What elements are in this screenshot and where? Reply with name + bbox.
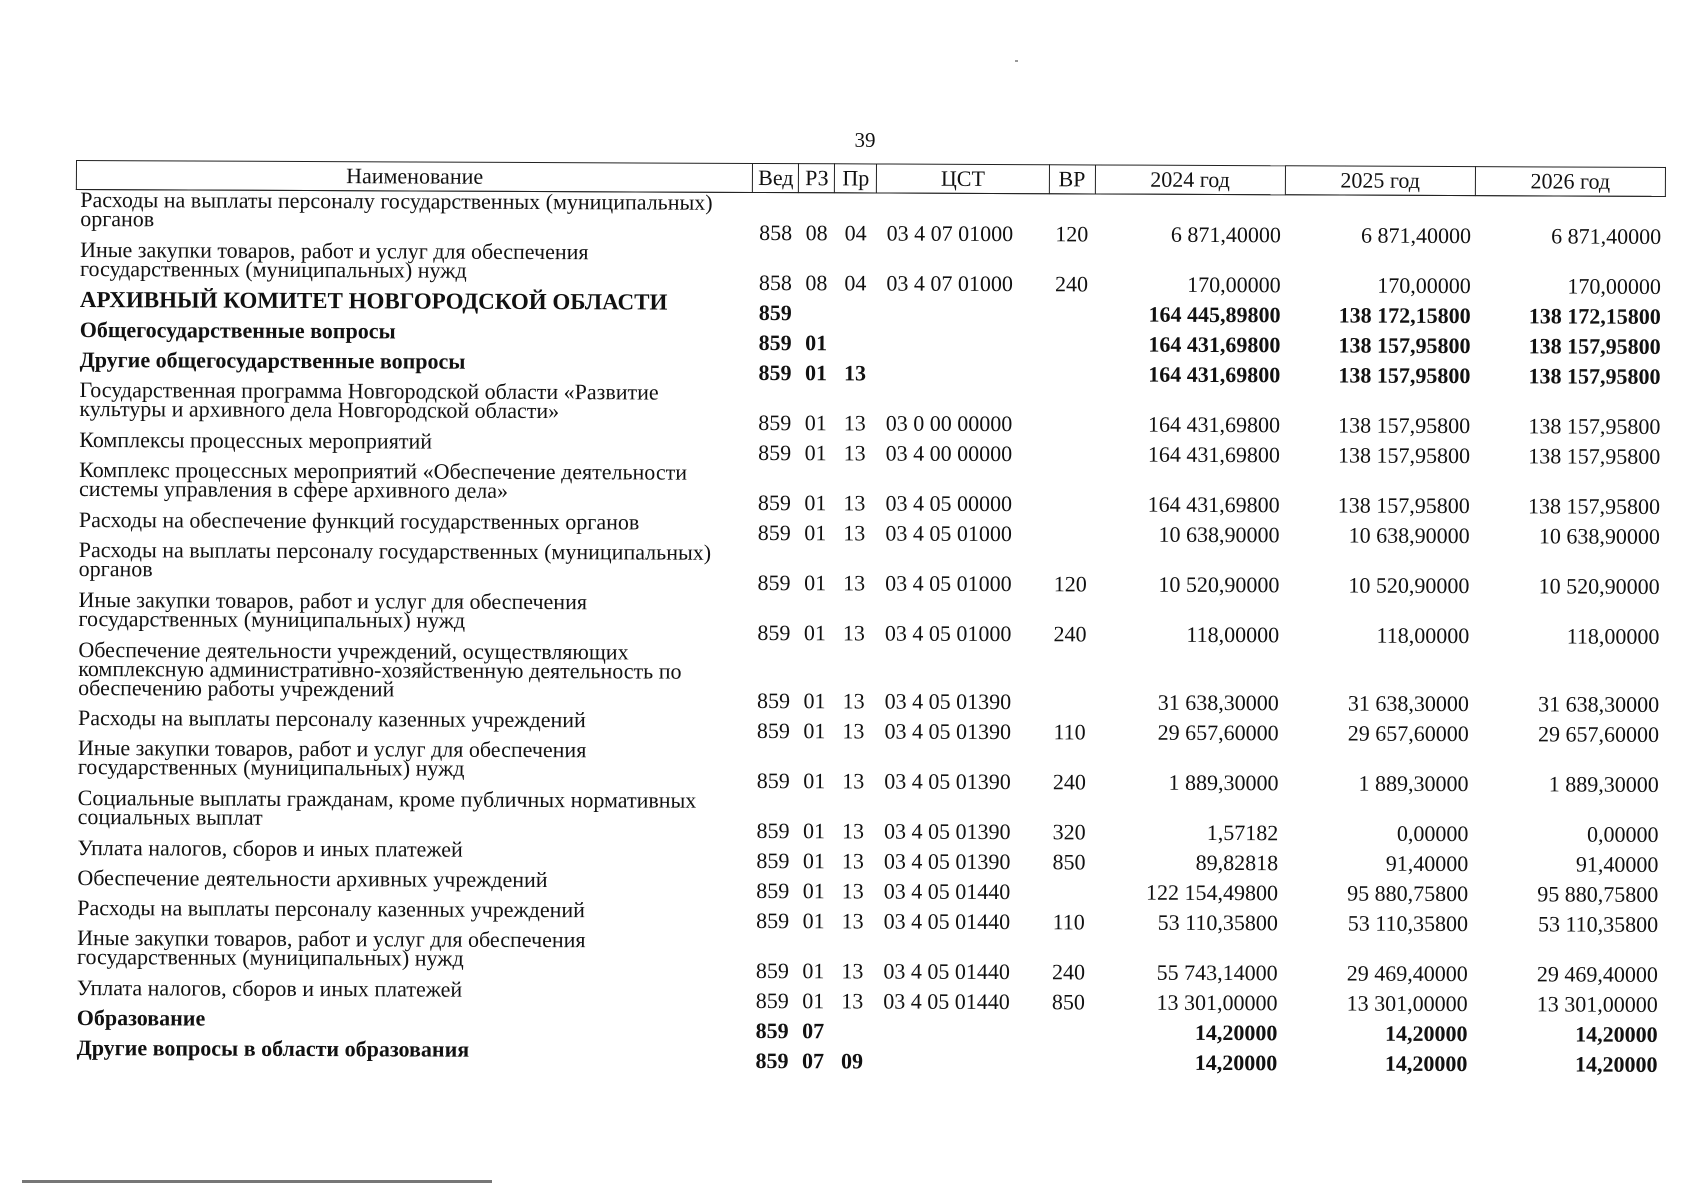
cell-rz: 01	[804, 360, 828, 386]
cell-rz: 01	[804, 410, 827, 436]
header-rz: РЗ	[799, 164, 835, 193]
cell-name: Комплекс процессных мероприятий «Обеспечение деятельности системы управления в сфере архивного дела»	[79, 457, 688, 503]
cell-pr: 13	[843, 360, 867, 386]
cell-name: Обеспечение деятельности архивных учреждений	[77, 865, 548, 893]
cell-rz: 01	[803, 688, 826, 714]
cell-vr	[1047, 644, 1093, 712]
cell-cst	[876, 353, 1048, 384]
cell-y2025: 138 157,95800	[1338, 332, 1471, 359]
cell-y2026: 138 157,95800	[1528, 413, 1661, 439]
cell-y2024: 14,20000	[1194, 1049, 1278, 1076]
cell-y2025: 29 469,40000	[1346, 960, 1468, 987]
cell-vr: 110	[1053, 719, 1086, 745]
cell-y2026: 29 469,40000	[1536, 961, 1659, 987]
budget-table	[72, 160, 1666, 1075]
cell-rz: 01	[804, 570, 827, 596]
cell-vr: 240	[1054, 271, 1089, 297]
cell-vr	[1048, 384, 1094, 434]
cell-y2026: 138 157,95800	[1528, 333, 1661, 359]
cell-ved: 859	[757, 489, 791, 516]
cell-name: Обеспечение деятельности учреждений, осуществляющих комплексную административно-хозяйственную деятельность по обеспечению работы учреждений	[78, 637, 682, 702]
cell-ved: 859	[756, 767, 790, 794]
cell-y2026: 31 638,30000	[1538, 691, 1660, 717]
cell-y2026: 0,00000	[1587, 821, 1659, 847]
cell-rz: 01	[802, 908, 825, 934]
cell-y2025: 138 172,15800	[1338, 302, 1471, 329]
cell-vr: 240	[1052, 769, 1086, 795]
cell-ved: 859	[758, 439, 792, 466]
cell-ved: 858	[758, 269, 792, 296]
cell-vr: 320	[1052, 819, 1086, 845]
cell-y2024: 164 431,69800	[1147, 441, 1280, 468]
cell-name: Уплата налогов, сборов и иных платежей	[76, 975, 463, 1002]
cell-y2024: 164 431,69800	[1148, 331, 1281, 358]
cell-name: Общегосударственные вопросы	[79, 317, 396, 344]
cell-pr: 13	[841, 818, 865, 844]
scan-speck	[1015, 60, 1018, 62]
cell-cst: 03 4 05 00000	[885, 490, 1013, 517]
cell-vr	[1045, 1012, 1091, 1042]
cell-pr: 13	[842, 768, 865, 794]
cell-vr	[1048, 434, 1094, 464]
cell-y2024: 118,00000	[1186, 621, 1280, 648]
cell-pr: 13	[843, 570, 866, 596]
cell-pr: 13	[841, 878, 864, 904]
cell-vr	[1046, 872, 1092, 902]
cell-y2025: 29 657,60000	[1347, 720, 1469, 747]
cell-name: Другие вопросы в области образования	[76, 1035, 470, 1062]
header-vr: ВР	[1049, 165, 1095, 194]
budget-sheet	[72, 160, 1666, 1075]
cell-name: Расходы на выплаты персоналу казенных учреждений	[78, 705, 586, 733]
cell-cst	[873, 1041, 1045, 1072]
cell-y2024: 170,00000	[1187, 271, 1281, 298]
cell-cst: 03 4 05 01390	[883, 818, 1011, 845]
header-2024: 2024 год	[1095, 165, 1285, 195]
cell-pr: 13	[842, 620, 865, 646]
cell-y2024: 10 520,90000	[1158, 571, 1280, 598]
cell-ved: 859	[755, 1017, 789, 1044]
cell-pr	[831, 1011, 873, 1041]
cell-ved: 859	[756, 817, 790, 844]
cell-y2026: 170,00000	[1567, 273, 1662, 299]
cell-name: Расходы на выплаты персоналу государственных (муниципальных) органов	[78, 537, 712, 582]
cell-y2025: 118,00000	[1376, 622, 1470, 649]
cell-name: Иные закупки товаров, работ и услуг для обеспечения государственных (муниципальных) нужд	[77, 735, 587, 781]
cell-y2026: 138 157,95800	[1528, 443, 1661, 469]
header-name: Наименование	[76, 161, 753, 193]
cell-y2025: 138 157,95800	[1337, 442, 1471, 469]
cell-vr: 850	[1051, 989, 1085, 1015]
cell-y2025: 1 889,30000	[1358, 770, 1469, 797]
cell-y2025: 53 110,35800	[1347, 910, 1469, 937]
cell-pr: 13	[841, 988, 864, 1014]
cell-y2024: 164 431,69800	[1147, 411, 1281, 438]
cell-cst: 03 4 05 01440	[883, 988, 1010, 1015]
cell-y2025: 138 157,95800	[1337, 492, 1470, 519]
cell-rz: 01	[803, 620, 826, 646]
cell-y2024: 55 743,14000	[1156, 959, 1278, 986]
cell-y2026: 13 301,00000	[1536, 991, 1658, 1017]
cell-name: АРХИВНЫЙ КОМИТЕТ НОВГОРОДСКОЙ ОБЛАСТИ	[79, 287, 668, 315]
cell-y2025: 138 157,95800	[1338, 362, 1471, 389]
cell-y2026: 91,40000	[1575, 851, 1659, 877]
cell-y2025: 13 301,00000	[1346, 990, 1468, 1017]
cell-pr: 13	[841, 848, 864, 874]
cell-rz: 08	[805, 220, 828, 246]
cell-cst: 03 4 05 01440	[883, 958, 1010, 985]
cell-name: Образование	[76, 1005, 206, 1031]
cell-cst: 03 4 05 01440	[883, 908, 1011, 935]
cell-rz	[798, 293, 834, 323]
cell-y2024: 1 889,30000	[1168, 769, 1279, 796]
cell-y2025: 138 157,95800	[1338, 412, 1471, 439]
cell-pr: 13	[843, 520, 866, 546]
cell-y2026: 10 520,90000	[1538, 573, 1660, 599]
cell-ved: 859	[757, 519, 791, 546]
cell-y2025: 95 880,75800	[1347, 880, 1469, 907]
cell-y2025: 170,00000	[1377, 272, 1471, 299]
cell-name: Иные закупки товаров, работ и услуг для обеспечения государственных (муниципальных) нужд	[76, 925, 586, 971]
cell-y2026: 138 157,95800	[1528, 363, 1661, 389]
cell-vr	[1047, 514, 1093, 544]
cell-rz: 01	[802, 848, 825, 874]
cell-pr: 04	[844, 270, 867, 296]
cell-y2025: 6 871,40000	[1360, 222, 1472, 249]
cell-ved: 859	[756, 907, 790, 934]
cell-cst: 03 0 00 00000	[885, 410, 1013, 437]
cell-ved: 858	[759, 219, 793, 246]
cell-y2024: 89,82818	[1195, 849, 1279, 876]
cell-name: Иные закупки товаров, работ и услуг для обеспечения государственных (муниципальных) нужд	[79, 237, 589, 283]
cell-y2025: 31 638,30000	[1347, 690, 1469, 717]
cell-rz: 01	[802, 988, 825, 1014]
header-2026: 2026 год	[1475, 167, 1665, 197]
cell-cst: 03 4 05 01440	[883, 878, 1011, 905]
cell-y2026: 6 871,40000	[1551, 223, 1662, 249]
cell-y2026: 53 110,35800	[1537, 911, 1659, 937]
cell-vr: 110	[1052, 909, 1085, 935]
cell-ved: 859	[758, 359, 792, 386]
table-body	[73, 187, 1666, 1077]
cell-rz: 07	[801, 1048, 825, 1074]
cell-cst	[876, 323, 1048, 354]
cell-cst: 03 4 05 01390	[883, 848, 1011, 875]
cell-y2025: 91,40000	[1385, 850, 1469, 877]
cell-ved: 859	[757, 619, 791, 646]
cell-y2024: 164 445,89800	[1148, 301, 1281, 328]
cell-ved: 859	[755, 987, 789, 1014]
cell-ved: 859	[758, 329, 792, 356]
header-ved: Вед	[753, 163, 799, 192]
header-cst: ЦСТ	[877, 164, 1049, 194]
cell-ved: 859	[756, 717, 790, 744]
cell-y2026: 14,20000	[1575, 1051, 1658, 1077]
cell-cst	[876, 293, 1048, 324]
cell-y2024: 14,20000	[1194, 1019, 1278, 1046]
cell-rz: 01	[802, 878, 825, 904]
cell-cst: 03 4 07 01000	[886, 270, 1013, 297]
cell-rz: 01	[804, 520, 827, 546]
cell-name: Социальные выплаты гражданам, кроме публичных нормативных социальных выплат	[77, 785, 697, 830]
cell-cst	[873, 1011, 1045, 1042]
cell-name: Уплата налогов, сборов и иных платежей	[77, 835, 463, 862]
table-row	[74, 640, 1663, 715]
cell-vr: 120	[1053, 571, 1087, 597]
cell-pr: 13	[842, 718, 865, 744]
scan-artifact-line	[22, 1180, 492, 1183]
cell-pr: 13	[843, 410, 866, 436]
cell-cst: 03 4 05 01390	[884, 688, 1012, 715]
cell-y2025: 14,20000	[1384, 1050, 1468, 1077]
cell-ved: 859	[758, 299, 792, 326]
cell-name: Иные закупки товаров, работ и услуг для обеспечения государственных (муниципальных) нужд	[78, 587, 588, 633]
cell-y2024: 53 110,35800	[1157, 909, 1278, 936]
cell-ved: 859	[757, 687, 791, 714]
cell-cst: 03 4 05 01000	[884, 620, 1012, 647]
cell-y2025: 0,00000	[1396, 820, 1469, 847]
cell-rz: 01	[802, 818, 826, 844]
cell-vr	[1048, 324, 1094, 354]
cell-y2026: 138 157,95800	[1527, 493, 1661, 519]
cell-y2024: 122 154,49800	[1145, 879, 1279, 906]
cell-y2024: 13 301,00000	[1156, 989, 1278, 1016]
cell-vr	[1045, 1042, 1091, 1072]
cell-rz: 01	[802, 958, 825, 984]
cell-ved: 859	[757, 569, 791, 596]
cell-vr	[1048, 354, 1094, 384]
cell-cst: 03 4 05 01390	[884, 768, 1011, 795]
cell-ved: 859	[756, 847, 790, 874]
cell-rz: 07	[802, 1018, 825, 1044]
cell-y2026: 10 638,90000	[1538, 523, 1660, 549]
cell-cst: 03 4 05 01000	[885, 520, 1012, 547]
cell-y2024: 10 638,90000	[1158, 521, 1280, 548]
cell-name: Расходы на обеспечение функций государственных органов	[78, 507, 640, 535]
page-number: 39	[854, 128, 876, 152]
cell-y2024: 29 657,60000	[1157, 719, 1279, 746]
cell-pr: 09	[840, 1048, 864, 1074]
cell-vr: 850	[1052, 849, 1086, 875]
cell-y2024: 31 638,30000	[1157, 689, 1279, 716]
cell-name: Расходы на выплаты персоналу государственных (муниципальных) органов	[80, 187, 713, 232]
cell-y2024: 164 431,69800	[1148, 361, 1281, 388]
cell-y2025: 10 520,90000	[1348, 572, 1470, 599]
cell-pr: 13	[842, 688, 865, 714]
header-pr: Пр	[835, 164, 877, 193]
cell-y2026: 138 172,15800	[1528, 303, 1661, 329]
cell-y2025: 10 638,90000	[1348, 522, 1470, 549]
cell-rz: 01	[805, 330, 828, 356]
cell-ved: 859	[756, 877, 790, 904]
cell-ved: 859	[758, 409, 792, 436]
cell-y2024: 1,57182	[1206, 819, 1279, 846]
cell-pr: 13	[841, 908, 864, 934]
header-2025: 2025 год	[1285, 166, 1475, 196]
cell-y2026: 118,00000	[1566, 623, 1660, 649]
cell-vr: 240	[1053, 621, 1087, 647]
cell-y2024: 164 431,69800	[1147, 491, 1280, 518]
cell-cst: 03 4 05 01000	[885, 570, 1012, 597]
cell-cst: 03 4 05 01390	[884, 718, 1012, 745]
cell-y2024: 6 871,40000	[1170, 221, 1281, 248]
cell-pr: 13	[843, 440, 866, 466]
cell-y2025: 14,20000	[1384, 1020, 1468, 1047]
cell-rz: 01	[804, 440, 827, 466]
cell-rz: 01	[803, 718, 826, 744]
cell-y2026: 29 657,60000	[1537, 721, 1660, 747]
cell-pr	[834, 293, 876, 323]
cell-name: Государственная программа Новгородской области «Развитие культуры и архивного дела Новгородской области»	[79, 377, 659, 424]
cell-name: Расходы на выплаты персоналу казенных учреждений	[77, 895, 586, 923]
cell-vr: 240	[1051, 959, 1086, 985]
cell-ved: 859	[755, 957, 789, 984]
cell-vr: 120	[1055, 221, 1089, 247]
cell-name: Другие общегосударственные вопросы	[79, 347, 466, 374]
cell-vr	[1048, 464, 1094, 514]
cell-vr	[1048, 294, 1094, 324]
cell-pr	[834, 323, 876, 353]
cell-ved: 859	[755, 1047, 789, 1074]
cell-rz: 08	[805, 270, 828, 296]
cell-y2026: 1 889,30000	[1548, 771, 1659, 797]
cell-y2026: 95 880,75800	[1537, 881, 1659, 907]
cell-name: Комплексы процессных мероприятий	[79, 427, 433, 454]
cell-rz: 01	[803, 768, 826, 794]
cell-cst: 03 4 00 00000	[885, 440, 1013, 467]
cell-pr: 13	[843, 490, 866, 516]
cell-pr: 13	[841, 958, 864, 984]
cell-rz: 01	[804, 490, 827, 516]
cell-y2026: 14,20000	[1575, 1021, 1658, 1047]
cell-cst: 03 4 07 01000	[886, 220, 1014, 247]
cell-pr: 04	[844, 220, 867, 246]
